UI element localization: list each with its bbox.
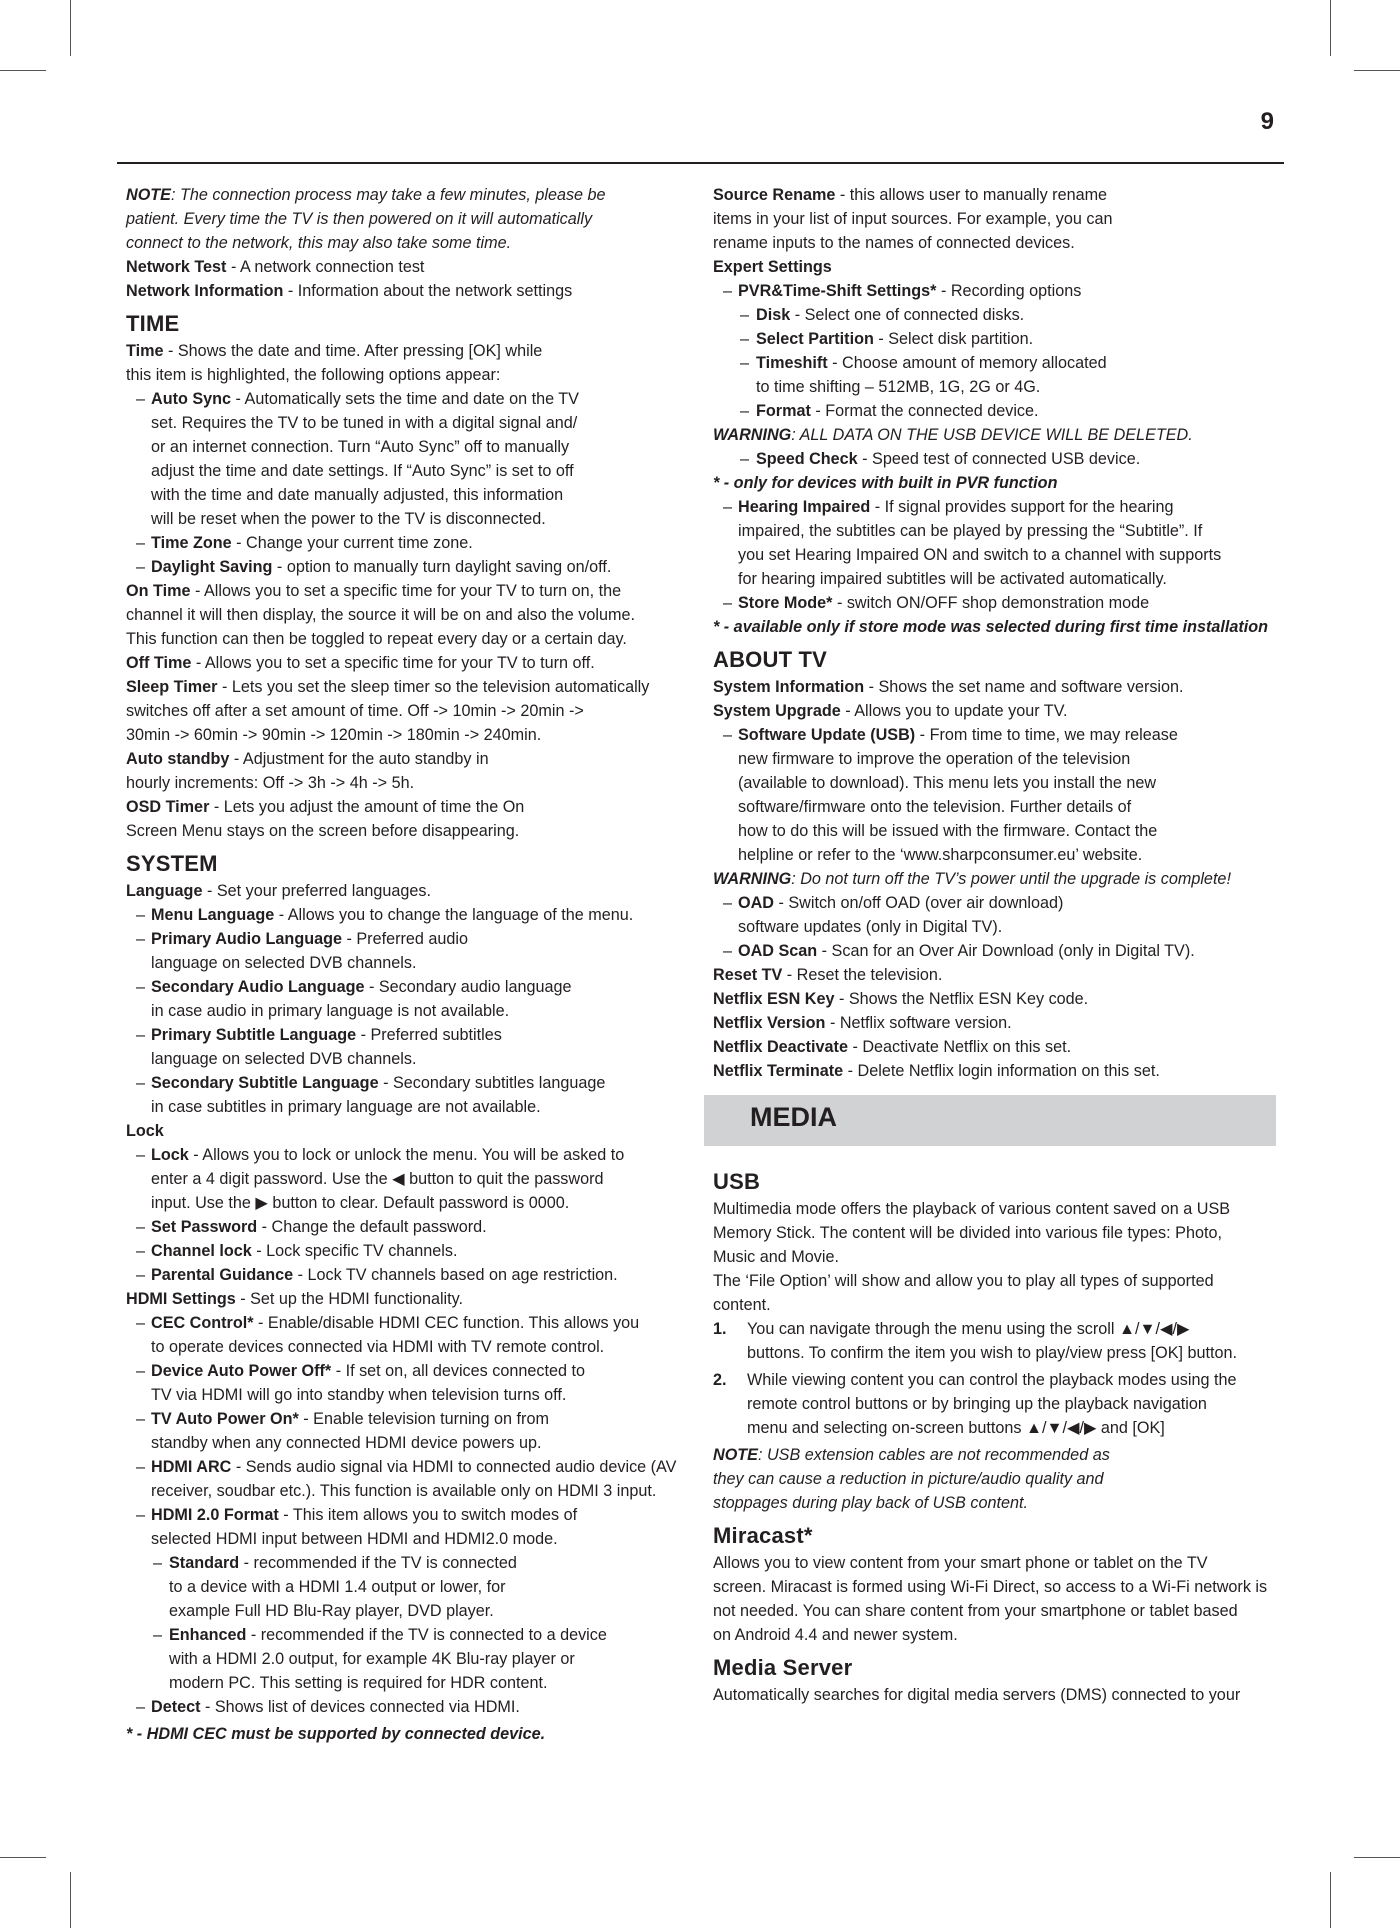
oad-item: – OAD - Switch on/off OAD (over air download) software updates (only in Digital TV). xyxy=(713,891,1289,939)
crop-mark xyxy=(0,70,46,71)
usb-heading: USB xyxy=(713,1169,761,1194)
netflix-deactivate-item: Netflix Deactivate - Deactivate Netflix on this set. xyxy=(713,1038,1072,1056)
netflix-version-item: Netflix Version - Netflix software version. xyxy=(713,1014,1012,1032)
primary-subtitle-item: – Primary Subtitle Language - Preferred subtitles language on selected DVB channels. xyxy=(126,1023,691,1071)
expert-settings-heading: Expert Settings xyxy=(713,258,832,276)
sleep-timer-item: Sleep Timer - Lets you set the sleep timer so the television automatically switches off after a set amount of time. Off -> 10min -> 20min -> 30min -> 60min -> 90min -> 120min -> 180min -> 240min. xyxy=(126,678,650,744)
off-time-item: Off Time - Allows you to set a specific time for your TV to turn off. xyxy=(126,654,595,672)
usb-paragraph-1: Multimedia mode offers the playback of various content saved on a USB Memory Stick. The content will be divided into various file types: Photo, Music and Movie. xyxy=(713,1200,1231,1266)
media-server-heading: Media Server xyxy=(713,1655,853,1680)
software-update-item: – Software Update (USB) - From time to time, we may release new firmware to improve the operation of the television (available to download). This menu lets you install the new software/firmware onto the television. Further details of how to do this will be issued with the firmware. Contact the helpline or refer to the ‘www.sharpconsumer.eu’ website. xyxy=(713,723,1289,867)
standard-item: – Standard - recommended if the TV is connected to a device with a HDMI 1.4 output or lower, for example Full HD Blu-Ray player, DVD player. xyxy=(126,1551,691,1623)
source-rename-item: Source Rename - this allows user to manually rename items in your list of input sources. For example, you can rename inputs to the names of connected devices. xyxy=(713,186,1113,252)
tv-auto-power-on-item: – TV Auto Power On* - Enable television turning on from standby when any connected HDMI device powers up. xyxy=(126,1407,691,1455)
store-mode-item: – Store Mode* - switch ON/OFF shop demonstration mode xyxy=(713,591,1289,615)
warning-power: WARNING: Do not turn off the TV’s power until the upgrade is complete! xyxy=(713,870,1231,888)
pvr-settings-item: – PVR&Time-Shift Settings* - Recording options xyxy=(713,279,1289,303)
crop-mark xyxy=(70,1872,71,1928)
lock-item: – Lock - Allows you to lock or unlock the menu. You will be asked to enter a 4 digit password. Use the ◀ button to quit the password input. Use the ▶ button to clear. Default password is 0000. xyxy=(126,1143,691,1215)
system-information-item: System Information - Shows the set name and software version. xyxy=(713,678,1184,696)
usb-note: NOTE: USB extension cables are not recommended as they can cause a reduction in picture/audio quality and stoppages during play back of USB content. xyxy=(713,1446,1110,1512)
secondary-audio-item: – Secondary Audio Language - Secondary audio language in case audio in primary language is not available. xyxy=(126,975,691,1023)
crop-mark xyxy=(1330,0,1331,56)
right-column xyxy=(713,183,1289,1707)
enhanced-item: – Enhanced - recommended if the TV is connected to a device with a HDMI 2.0 output, for example 4K Blu-ray player or modern PC. This setting is required for HDR content. xyxy=(126,1623,691,1695)
parental-guidance-item: – Parental Guidance - Lock TV channels based on age restriction. xyxy=(126,1263,691,1287)
media-server-text: Automatically searches for digital media servers (DMS) connected to your xyxy=(713,1686,1241,1704)
oad-scan-item: – OAD Scan - Scan for an Over Air Download (only in Digital TV). xyxy=(713,939,1289,963)
device-auto-power-off-item: – Device Auto Power Off* - If set on, all devices connected to TV via HDMI will go into standby when television turns off. xyxy=(126,1359,691,1407)
media-banner-title: MEDIA xyxy=(750,1102,837,1132)
media-section-banner xyxy=(704,1095,1276,1146)
set-password-item: – Set Password - Change the default password. xyxy=(126,1215,691,1239)
menu-language-item: – Menu Language - Allows you to change the language of the menu. xyxy=(126,903,691,927)
crop-mark xyxy=(1330,1872,1331,1928)
speed-check-item: – Speed Check - Speed test of connected USB device. xyxy=(713,447,1289,471)
usb-paragraph-2: The ‘File Option’ will show and allow you to play all types of supported content. xyxy=(713,1272,1214,1314)
select-partition-item: – Select Partition - Select disk partition. xyxy=(713,327,1289,351)
page-number: 9 xyxy=(1260,108,1274,135)
miracast-heading: Miracast* xyxy=(713,1523,813,1548)
hearing-impaired-item: – Hearing Impaired - If signal provides support for the hearing impaired, the subtitles can be played by pressing the “Subtitle”. If you set Hearing Impaired ON and switch to a channel with supports for hearing impaired subtitles will be activated automatically. xyxy=(713,495,1289,591)
warning-usb-delete: WARNING: ALL DATA ON THE USB DEVICE WILL BE DELETED. xyxy=(713,426,1193,444)
lock-heading: Lock xyxy=(126,1122,164,1140)
hdmi-settings-item: HDMI Settings - Set up the HDMI functionality. xyxy=(126,1290,464,1308)
netflix-esn-item: Netflix ESN Key - Shows the Netflix ESN Key code. xyxy=(713,990,1089,1008)
usb-step-2: 2. While viewing content you can control the playback modes using the remote control buttons or by bringing up the playback navigation menu and selecting on-screen buttons ▲/▼/◀/▶ and [OK] xyxy=(713,1371,1237,1437)
primary-audio-item: – Primary Audio Language - Preferred audio language on selected DVB channels. xyxy=(126,927,691,975)
network-information: Network Information - Information about the network settings xyxy=(126,282,573,300)
netflix-terminate-item: Netflix Terminate - Delete Netflix login information on this set. xyxy=(713,1062,1160,1080)
store-footnote: * - available only if store mode was selected during first time installation xyxy=(713,618,1269,636)
detect-item: – Detect - Shows list of devices connected via HDMI. xyxy=(126,1695,691,1719)
about-tv-heading: ABOUT TV xyxy=(713,647,828,672)
reset-tv-item: Reset TV - Reset the television. xyxy=(713,966,943,984)
hdmi-arc-item: – HDMI ARC - Sends audio signal via HDMI to connected audio device (AV receiver, soudbar etc.). This function is available only on HDMI 3 input. xyxy=(126,1455,691,1503)
auto-standby-item: Auto standby - Adjustment for the auto standby in hourly increments: Off -> 3h -> 4h -> 5h. xyxy=(126,750,489,792)
auto-sync-item: – Auto Sync - Automatically sets the time and date on the TV set. Requires the TV to be tuned in with a digital signal and/ or an internet connection. Turn “Auto Sync” off to manually adjust the time and date settings. If “Auto Sync” is set to off with the time and date manually adjusted, this information will be reset when the power to the TV is disconnected. xyxy=(126,387,691,531)
crop-mark xyxy=(1354,1857,1400,1858)
time-zone-item: – Time Zone - Change your current time zone. xyxy=(126,531,691,555)
time-heading: TIME xyxy=(126,311,180,336)
usb-step-1: 1. You can navigate through the menu using the scroll ▲/▼/◀/▶ buttons. To confirm the item you wish to play/view press [OK] button. xyxy=(713,1320,1238,1362)
network-test: Network Test - A network connection test xyxy=(126,258,425,276)
note-label: NOTE xyxy=(126,186,171,204)
language-item: Language - Set your preferred languages. xyxy=(126,882,432,900)
disk-item: – Disk - Select one of connected disks. xyxy=(713,303,1289,327)
secondary-subtitle-item: – Secondary Subtitle Language - Secondary subtitles language in case subtitles in primary language are not available. xyxy=(126,1071,691,1119)
on-time-item: On Time - Allows you to set a specific time for your TV to turn on, the channel it will then display, the source it will be on and also the volume. This function can then be toggled to repeat every day or a certain day. xyxy=(126,582,635,648)
miracast-text: Allows you to view content from your smart phone or tablet on the TV screen. Miracast is formed using Wi-Fi Direct, so access to a Wi-Fi network is not needed. You can share content from your smartphone or tablet based on Android 4.4 and newer system. xyxy=(713,1554,1268,1644)
crop-mark xyxy=(1354,70,1400,71)
crop-mark xyxy=(70,0,71,56)
header-rule xyxy=(117,162,1284,164)
daylight-saving-item: – Daylight Saving - option to manually turn daylight saving on/off. xyxy=(126,555,691,579)
crop-mark xyxy=(0,1857,46,1858)
left-column xyxy=(126,183,691,1746)
system-upgrade-item: System Upgrade - Allows you to update your TV. xyxy=(713,702,1068,720)
pvr-footnote: * - only for devices with built in PVR function xyxy=(713,474,1058,492)
timeshift-item: – Timeshift - Choose amount of memory allocated to time shifting – 512MB, 1G, 2G or 4G. xyxy=(713,351,1289,399)
osd-timer-item: OSD Timer - Lets you adjust the amount of time the On Screen Menu stays on the screen before disappearing. xyxy=(126,798,525,840)
channel-lock-item: – Channel lock - Lock specific TV channels. xyxy=(126,1239,691,1263)
system-heading: SYSTEM xyxy=(126,851,218,876)
hdmi-20-format-item: – HDMI 2.0 Format - This item allows you to switch modes of selected HDMI input between HDMI and HDMI2.0 mode. xyxy=(126,1503,691,1551)
format-item: – Format - Format the connected device. xyxy=(713,399,1289,423)
cec-footnote: * - HDMI CEC must be supported by connected device. xyxy=(126,1725,546,1743)
note-connection: NOTE: The connection process may take a few minutes, please be patient. Every time the TV is then powered on it will automatically connect to the network, this may also take some time. xyxy=(126,186,606,252)
time-item: Time - Shows the date and time. After pressing [OK] while this item is highlighted, the following options appear: xyxy=(126,342,543,384)
cec-control-item: – CEC Control* - Enable/disable HDMI CEC function. This allows you to operate devices connected via HDMI with TV remote control. xyxy=(126,1311,691,1359)
